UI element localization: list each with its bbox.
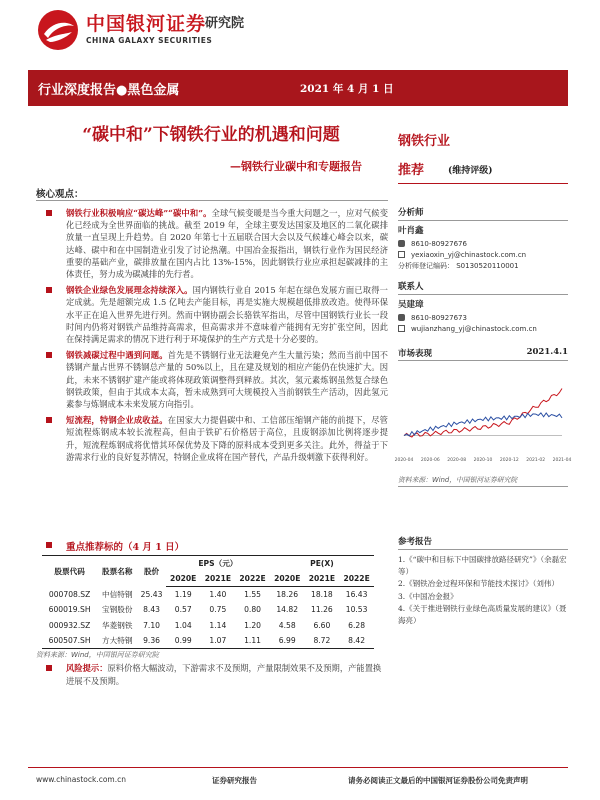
analyst-phone: 8610-80927676	[411, 239, 467, 248]
bullet-square-icon	[46, 417, 52, 423]
core-views-list	[36, 207, 388, 467]
table-cell: 0.80	[244, 605, 262, 615]
table-cell: 000708.SZ	[48, 589, 91, 599]
table-cell: 0.57	[174, 605, 192, 615]
table-cell: 11.26	[311, 605, 333, 615]
table-row	[42, 587, 374, 603]
analyst-phone-row	[398, 238, 568, 249]
col-header-pe: PE(X)	[270, 556, 374, 572]
table-cell: 7.10	[143, 620, 161, 630]
chart-x-tick-label: 2020-04	[394, 458, 414, 463]
mail-icon	[398, 251, 405, 258]
references-heading: 参考报告	[398, 537, 433, 547]
bullet-highlight: 钢铁减碳过程中遇到问题。	[66, 350, 168, 361]
chart-x-tick-label: 2020-12	[499, 458, 519, 463]
analyst-email-row	[398, 249, 568, 260]
table-cell: 0.99	[166, 633, 201, 649]
phone-icon	[398, 240, 405, 247]
bullet-text: 首先是不锈钢行业无法避免产生大量污染；然而当前中国不锈钢产量占世界不锈钢总产量的 50%以上，且在建及规划的相应产能仍在快速扩大。因此，未来不锈钢扩建产能或将体现政策调整得到释放。其次，氢元素炼钢虽然复合绿色钢铁政策，但由于其成本太高，暂未成熟到可大规模投入当前钢铁生产活动，因此氢元素参与炼钢成本未来发展方向指引。	[66, 350, 388, 410]
table-cell: 16.43	[345, 590, 368, 599]
footer-disclaimer: 请务必阅读正文最后的中国银河证券股份公司免责声明	[348, 776, 528, 785]
chart-series-line	[404, 413, 562, 436]
table-cell: 4.58	[278, 620, 296, 630]
report-type: 行业深度报告●黑色金属	[38, 83, 180, 98]
table-cell: 25.43	[140, 589, 163, 599]
core-bullet	[36, 284, 388, 345]
table-cell: 1.55	[244, 590, 262, 599]
table-cell: 1.14	[209, 620, 227, 630]
table-cell: 1.20	[244, 620, 262, 630]
table-cell: 10.53	[345, 605, 368, 615]
bullet-square-icon	[46, 287, 52, 293]
core-bullet	[36, 349, 388, 410]
analyst-cert: 分析师登记编码： S0130520110001	[398, 261, 519, 270]
table-cell: 8.43	[143, 605, 161, 615]
col-header-price: 股价	[137, 556, 166, 587]
col-header-year: 2020E	[166, 571, 201, 587]
market-label: 市场表现	[398, 349, 433, 359]
footer-center: 证券研究报告	[212, 776, 257, 785]
chart-source: 资料来源：Wind，中国银河证券研究院	[398, 476, 518, 484]
rating-note: (维持评级)	[448, 166, 493, 176]
bullet-highlight: 钢铁企业绿色发展理念持续深入。	[66, 285, 193, 296]
contact-heading: 联系人	[398, 282, 424, 292]
chart-x-tick-label: 2021-02	[526, 458, 546, 463]
core-bullet	[36, 207, 388, 280]
col-header-year: 2021E	[305, 571, 340, 587]
picks-heading	[36, 539, 184, 553]
table-cell: 1.40	[209, 590, 227, 599]
bullet-square-icon	[46, 542, 52, 548]
table-cell: 18.18	[311, 590, 333, 599]
market-date: 2021.4.1	[526, 347, 568, 357]
report-date: 2021 年 4 月 1 日	[300, 83, 394, 95]
table-cell: 0.75	[209, 605, 227, 615]
footer-url[interactable]: www.chinastock.com.cn	[36, 775, 126, 784]
bullet-square-icon	[46, 665, 52, 671]
analyst-cert-row	[398, 260, 568, 271]
institute-label: 研究院	[205, 16, 245, 31]
sidebar-divider	[398, 183, 568, 184]
bullet-highlight: 短流程，特钢企业成收益。	[66, 415, 168, 426]
reference-item: 2.《钢铁冶金过程环保和节能技术探讨》（刘伟）	[398, 579, 559, 588]
logo-english-name: CHINA GALAXY SECURITIES	[86, 36, 213, 45]
references-divider	[398, 549, 568, 550]
report-header	[0, 0, 600, 70]
page-subtitle: —钢铁行业碳中和专题报告	[230, 160, 362, 173]
market-performance-chart	[394, 364, 572, 468]
page-title: “碳中和”下钢铁行业的机遇和问题	[82, 125, 340, 145]
table-cell: 600019.SH	[48, 605, 91, 615]
analyst-name: 叶肖鑫	[398, 226, 424, 236]
analyst-heading: 分析师	[398, 208, 424, 218]
contact-email[interactable]: wujianzhang_yj@chinastock.com.cn	[411, 324, 537, 333]
analyst-divider	[398, 220, 568, 221]
table-cell: 18.26	[276, 590, 299, 599]
table-cell: 1.04	[174, 620, 192, 630]
report-banner	[28, 70, 568, 106]
col-header-eps: EPS（元）	[166, 556, 270, 572]
market-divider	[398, 360, 568, 361]
table-cell: 宝钢股份	[102, 605, 133, 615]
table-cell: 8.42	[339, 633, 374, 649]
references-list	[398, 554, 568, 626]
table-cell: 中信特钢	[102, 589, 133, 599]
table-cell: 1.19	[174, 590, 192, 599]
table-cell: 华菱钢铁	[102, 620, 133, 630]
sector-label: 钢铁行业	[398, 134, 451, 149]
reference-item: 4.《关于推进钢铁行业绿色高质量发展的建议》（聂海亮）	[398, 604, 567, 625]
table-cell: 方大特钢	[97, 633, 137, 649]
table-row	[42, 602, 374, 618]
bullet-square-icon	[46, 210, 52, 216]
rating-label: 推荐	[398, 163, 425, 178]
reference-item: 1.《“碳中和目标下中国碳排放路径研究”》（余磊宏等）	[398, 555, 567, 576]
contact-divider	[398, 294, 568, 295]
table-source: 资料来源：Wind，中国银河证券研究院	[36, 651, 159, 659]
chart-x-tick-label: 2021-04	[552, 458, 572, 463]
col-header-name: 股票名称	[97, 556, 137, 587]
chart-divider	[398, 486, 568, 487]
table-row	[42, 633, 374, 649]
risk-label: 风险提示：	[66, 663, 108, 673]
contact-phone: 8610-80927673	[411, 313, 467, 322]
table-cell: 6.60	[313, 620, 331, 630]
table-cell: 6.28	[348, 620, 366, 630]
references-block	[398, 535, 568, 627]
col-header-year: 2022E	[235, 571, 270, 587]
analyst-email[interactable]: yexiaoxin_yj@chinastock.com.cn	[411, 250, 527, 259]
contact-phone-row	[398, 312, 568, 323]
picks-title-text: 重点推荐标的（4 月 1 日）	[66, 542, 185, 553]
bullet-highlight: 钢铁行业积极响应“碳达峰”“碳中和”。	[66, 208, 212, 218]
bullet-text: 全球气候变暖是当今重大问题之一，应对气候变化已经成为全世界面临的挑战。截至 2019 年，全球主要发达国家及地区的二氧化碳排放量一直呈现上升趋势。自 2020 年第七十五届联合国大会以及气候雄心峰会以来，碳达峰、碳中和在中国制造业引发了讨论热潮。中国冶金报指出，钢铁行业作为国民经济重要的基础产业，碳排放量在国内占比 13%-15%，因此钢铁行业应承担起碳减排的主体责任，努力成为碳减排的先行者。	[66, 208, 388, 280]
bullet-square-icon	[46, 352, 52, 358]
analyst-block	[398, 206, 568, 334]
galaxy-logo-icon	[36, 8, 80, 52]
table-cell: 000932.SZ	[48, 620, 91, 630]
chart-x-tick-label: 2020-06	[420, 458, 440, 463]
table-cell: 14.82	[276, 605, 299, 615]
risk-text: 原料价格大幅波动，下游需求不及预期，产量限制效果不及预期，产能置换进展不及预期。	[66, 663, 382, 686]
picks-table-body	[42, 587, 374, 649]
chart-x-tick-label: 2020-10	[473, 458, 493, 463]
table-cell: 600507.SH	[42, 633, 97, 649]
reference-item: 3.《中国冶金报》	[398, 591, 458, 601]
chart-x-tick-label: 2020-08	[447, 458, 467, 463]
picks-table	[42, 555, 374, 649]
col-header-year: 2020E	[270, 571, 305, 587]
table-row	[42, 618, 374, 634]
contact-name: 吴建璋	[398, 300, 424, 310]
risk-warning	[36, 662, 388, 687]
table-cell: 8.72	[305, 633, 340, 649]
table-cell: 9.36	[137, 633, 166, 649]
bullet-text: 国内钢铁行业自 2015 年起在绿色发展方面已取得一定成就。先是超额完成 1.5 亿吨去产能目标，再是实施大规模超低排放改造。使得环保水平正在追入世界先进行列。然而中钢协副会长骆铁军指出，尽管中国钢铁行业长一段时间内仍将对钢铁产品维持高需求，但高需求并不意味着产能拥有无穷扩张空间，因此在保持满足需求的情况下进行利于环境保护的生产方式是十分必要的。	[66, 285, 388, 345]
contact-email-row	[398, 323, 568, 334]
bullet-text: 在国家大力提倡碳中和、工信部压缩钢产能的前提下，尽管短流程炼钢成本较长流程高，但由于铁矿石价格居于高位，且废钢添加比例将逐步提升，短流程炼钢成将优惜其环保优势及下降的原料成本受到更多关注。此外，得益于下游需求行业的良好复苏情况，特钢企业成将在国产替代，产品升级刺激下获得利好。	[66, 415, 388, 462]
core-views-heading: 核心观点：	[36, 189, 84, 200]
col-header-year: 2021E	[201, 571, 236, 587]
phone-icon	[398, 314, 405, 321]
mail-icon	[398, 325, 405, 332]
chart-series-line	[404, 389, 562, 438]
table-cell: 6.99	[270, 633, 305, 649]
core-divider	[36, 200, 388, 201]
col-header-code: 股票代码	[42, 556, 97, 587]
footer-divider	[28, 767, 568, 768]
logo-chinese-name: 中国银河证券	[86, 13, 207, 35]
market-heading	[398, 347, 568, 359]
core-bullet	[36, 414, 388, 463]
table-cell: 1.07	[201, 633, 236, 649]
table-cell: 1.11	[235, 633, 270, 649]
col-header-year: 2022E	[339, 571, 374, 587]
